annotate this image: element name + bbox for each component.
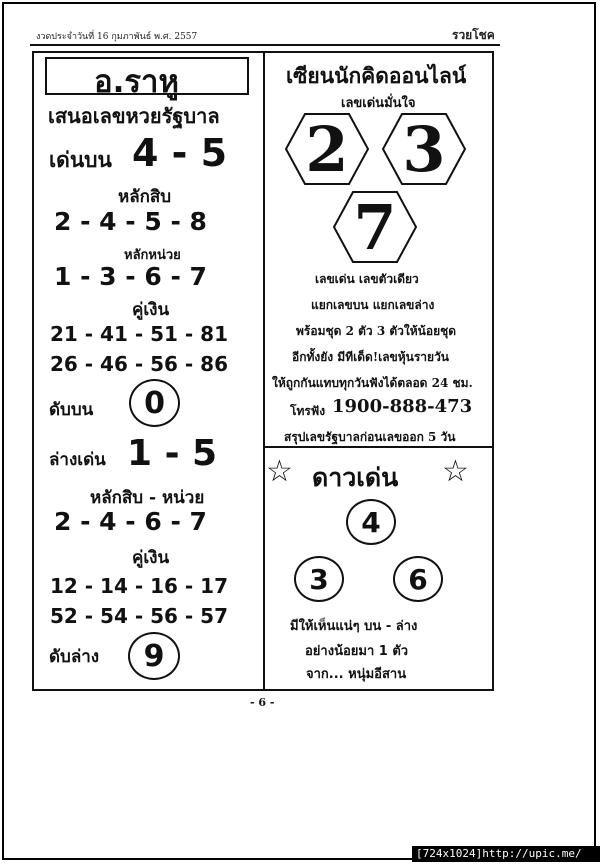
star-line-2: อย่างน้อยมา 1 ตัว — [305, 644, 409, 659]
star-title: ดาวเด่น — [312, 463, 399, 492]
kill-top-circle: 0 — [129, 379, 180, 427]
column-name: รวยโชค — [452, 28, 495, 42]
star-line-1: มีให้เห็นแน่ๆ บน - ล่าง — [290, 619, 418, 634]
star-circle-3: 6 — [393, 556, 443, 602]
star-line-3: จาก... หนุ่มอีสาน — [306, 667, 407, 682]
kill-bottom-label: ดับล่าง — [49, 647, 100, 667]
units-value: 1 - 3 - 6 - 7 — [54, 262, 207, 291]
tens-units-value: 2 - 4 - 6 - 7 — [54, 507, 207, 536]
kill-top-label: ดับบน — [49, 400, 94, 420]
column-divider — [263, 51, 265, 691]
left-subtitle: เสนอเลขหวยรัฐบาล — [48, 104, 220, 128]
header-rule — [30, 44, 500, 46]
star-left-icon: ☆ — [266, 454, 293, 489]
right-line-2: แยกเลขบน แยกเลขล่าง — [311, 298, 435, 312]
issue-date: งวดประจำวันที่ 16 กุมภาพันธ์ พ.ศ. 2557 — [36, 32, 198, 42]
left-title: อ.ราหู — [94, 64, 179, 100]
star-right-icon: ☆ — [442, 454, 469, 489]
phone-label: โทรฟัง — [290, 404, 326, 418]
money-pairs-2-label: คู่เงิน — [132, 548, 170, 568]
money-pairs-2-row-1: 12 - 14 - 16 - 17 — [50, 574, 229, 598]
right-title: เซียนนักคิดออนไลน์ — [286, 64, 467, 88]
right-line-5: ให้ถูกกันแทบทุกวันฟังได้ตลอด 24 ชม. — [272, 376, 473, 390]
bottom-pick-value: 1 - 5 — [127, 433, 218, 474]
watermark: [724x1024]http://upic.me/ — [412, 846, 600, 862]
units-label: หลักหน่วย — [124, 248, 181, 263]
money-pairs-label: คู่เงิน — [132, 300, 170, 320]
right-line-3: พร้อมชุด 2 ตัว 3 ตัวให้น้อยชุด — [296, 324, 457, 338]
star-circle-2: 3 — [294, 556, 344, 602]
star-circle-1: 4 — [346, 499, 396, 545]
right-line-4: อีกทั้งยัง มีทีเด็ด!เลขหุ้นรายวัน — [292, 350, 450, 364]
tens-label: หลักสิบ — [118, 187, 172, 207]
money-pairs-row-1: 21 - 41 - 51 - 81 — [50, 322, 229, 346]
phone-number: 1900-888-473 — [332, 396, 473, 417]
right-line-1: เลขเด่น เลขตัวเดียว — [315, 272, 419, 286]
kill-bottom-circle: 9 — [128, 632, 180, 680]
top-pick-label: เด่นบน — [49, 148, 112, 172]
top-pick-value: 4 - 5 — [132, 131, 228, 175]
tens-units-label: หลักสิบ - หน่วย — [90, 488, 205, 508]
right-subtitle: เลขเด่นมั่นใจ — [341, 96, 416, 111]
hex-number-3: 7 — [332, 190, 418, 264]
money-pairs-2-row-2: 52 - 54 - 56 - 57 — [50, 604, 229, 628]
hex-number-2: 3 — [381, 112, 467, 186]
page-number: - 6 - — [250, 696, 275, 709]
money-pairs-row-2: 26 - 46 - 56 - 86 — [50, 352, 229, 376]
right-line-7: สรุปเลขรัฐบาลก่อนเลขออก 5 วัน — [284, 430, 456, 444]
tens-value: 2 - 4 - 5 - 8 — [54, 207, 207, 236]
hex-number-1: 2 — [284, 112, 370, 186]
bottom-pick-label: ล่างเด่น — [49, 450, 106, 470]
